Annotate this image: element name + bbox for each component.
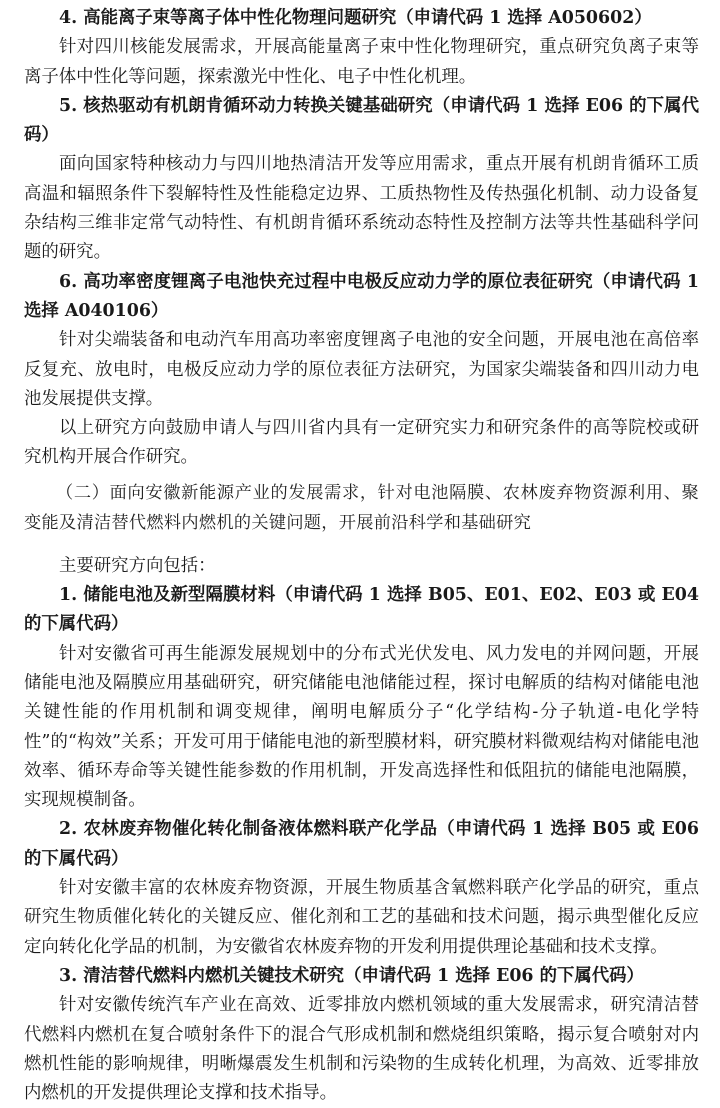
s2-item-2-heading: 2. 农林废弃物催化转化制备液体燃料联产化学品（申请代码 1 选择 B05 或 E06 的下属代码） xyxy=(24,819,699,869)
item-5-body: 面向国家特种核动力与四川地热清洁开发等应用需求，重点开展有机朗肯循环工质高温和辐照条件下裂解特性及性能稳定边界、工质热物性及传热强化机制、动力设备复杂结构三维非定常气动特性、有机朗肯循环系统动态特性及控制方法等共性基础科学问题的研究。 xyxy=(24,154,699,263)
s2-item-3-heading: 3. 清洁替代燃料内燃机关键技术研究（申请代码 1 选择 E06 的下属代码） xyxy=(59,965,644,986)
s2-item-2-body: 针对安徽丰富的农林废弃物资源，开展生物质基含氧燃料联产化学品的研究，重点研究生物质催化转化的关键反应、催化剂和工艺的基础和技术问题，揭示典型催化反应定向转化化学品的机制，为安徽省农林废弃物的开发利用提供理论基础和技术支撑。 xyxy=(24,878,699,957)
s2-item-1-body: 针对安徽省可再生能源发展规划中的分布式光伏发电、风力发电的并网问题，开展储能电池及隔膜应用基础研究，研究储能电池储能过程，探讨电解质的结构对储能电池关键性能的作用机制和调变规律，阐明电解质分子“化学结构-分子轨道-电化学特性”的“构效”关系；开发可用于储能电池的新型膜材料，研究膜材料微观结构对储能电池效率、循环寿命等关键性能参数的作用机制，开发高选择性和低阻抗的储能电池隔膜，实现规模制备。 xyxy=(24,643,699,811)
item-6-heading: 6. 高功率密度锂离子电池快充过程中电极反应动力学的原位表征研究（申请代码 1 选择 A040106） xyxy=(24,271,699,321)
item-5-heading: 5. 核热驱动有机朗肯循环动力转换关键基础研究（申请代码 1 选择 E06 的下属代码） xyxy=(24,95,699,146)
section-two-intro: 主要研究方向包括： xyxy=(59,555,216,576)
document-page xyxy=(24,4,699,1108)
item-6-body: 针对尖端装备和电动汽车用高功率密度锂离子电池的安全问题，开展电池在高倍率反复充、放电时，电极反应动力学的原位表征方法研究，为国家尖端装备和四川动力电池发展提供支撑。 xyxy=(24,330,699,409)
section-one-closing: 以上研究方向鼓励申请人与四川省内具有一定研究实力和研究条件的高等院校或研究机构开展合作研究。 xyxy=(24,418,699,468)
item-4-body: 针对四川核能发展需求，开展高能量离子束中性化物理研究，重点研究负离子束等离子体中性化等问题，探索激光中性化、电子中性化机理。 xyxy=(24,37,699,87)
s2-item-3-body: 针对安徽传统汽车产业在高效、近零排放内燃机领域的重大发展需求，研究清洁替代燃料内燃机在复合喷射条件下的混合气形成机制和燃烧组织策略，揭示复合喷射对内燃机性能的影响规律，明晰爆震发生机制和污染物的生成转化机理，为高效、近零排放内燃机的开发提供理论支撑和技术指导。 xyxy=(24,995,699,1104)
s2-item-1-heading: 1. 储能电池及新型隔膜材料（申请代码 1 选择 B05、E01、E02、E03 或 E04 的下属代码） xyxy=(24,585,699,635)
section-two-title: （二）面向安徽新能源产业的发展需求，针对电池隔膜、农林废弃物资源利用、聚变能及清洁替代燃料内燃机的关键问题，开展前沿科学和基础研究 xyxy=(24,482,699,533)
item-4-heading: 4. 高能离子束等离子体中性化物理问题研究（申请代码 1 选择 A050602） xyxy=(59,8,652,28)
